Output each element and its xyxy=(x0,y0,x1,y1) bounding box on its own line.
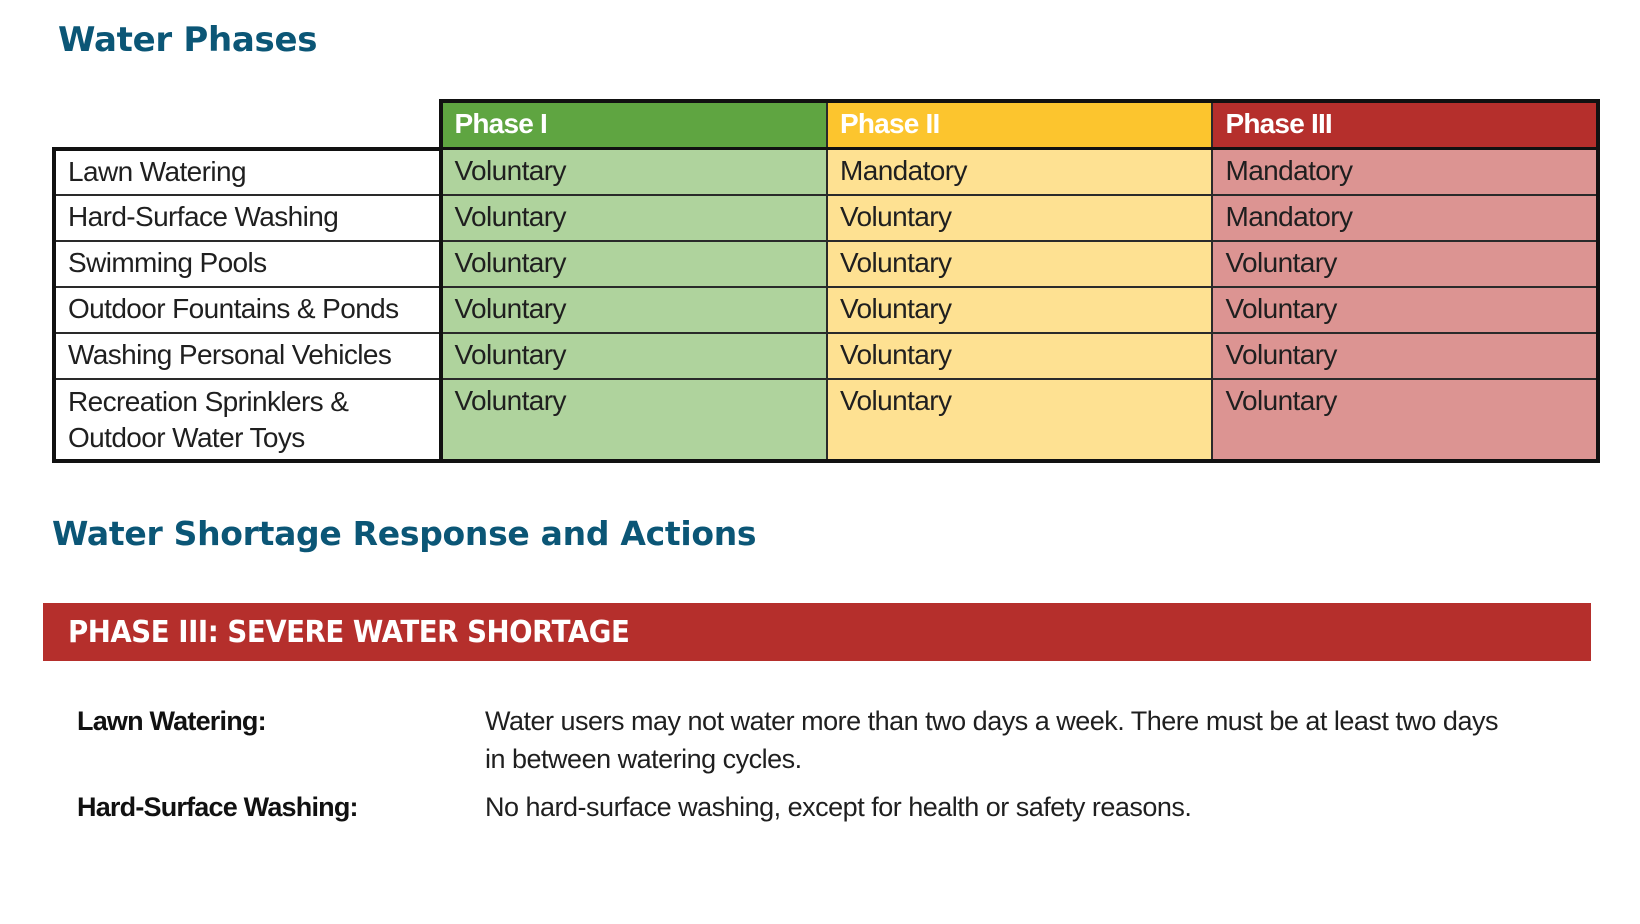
row-label: Swimming Pools xyxy=(54,241,441,287)
cell-phase-2: Voluntary xyxy=(827,241,1212,287)
cell-phase-3: Voluntary xyxy=(1212,333,1598,379)
row-label: Outdoor Fountains & Ponds xyxy=(54,287,441,333)
cell-phase-1: Voluntary xyxy=(441,149,828,195)
cell-phase-1: Voluntary xyxy=(441,379,828,461)
water-phases-heading: Water Phases xyxy=(58,20,318,60)
table-row xyxy=(54,287,1598,333)
row-label xyxy=(54,379,441,461)
header-phase-1: Phase I xyxy=(441,101,828,149)
cell-phase-2: Mandatory xyxy=(827,149,1212,195)
response-actions-heading: Water Shortage Response and Actions xyxy=(52,514,757,553)
cell-phase-1: Voluntary xyxy=(441,195,828,241)
action-text: No hard-surface washing, except for health or safety reasons. xyxy=(485,792,1192,822)
cell-phase-3: Voluntary xyxy=(1212,287,1598,333)
table-corner-cell xyxy=(54,101,441,149)
table-row xyxy=(54,333,1598,379)
cell-phase-1: Voluntary xyxy=(441,241,828,287)
table-row xyxy=(54,379,1598,461)
cell-phase-2: Voluntary xyxy=(827,379,1212,461)
water-phases-table xyxy=(52,99,1600,463)
action-text: Water users may not water more than two days a week. There must be at least two days in between watering cycles. xyxy=(485,706,1498,774)
table-row xyxy=(54,195,1598,241)
cell-phase-1: Voluntary xyxy=(441,333,828,379)
table-header-row xyxy=(54,101,1598,149)
cell-phase-1: Voluntary xyxy=(441,287,828,333)
action-item xyxy=(77,702,1557,778)
action-label: Hard-Surface Washing: xyxy=(77,792,358,822)
row-label-line-2: Outdoor Water Toys xyxy=(68,421,305,453)
row-label: Hard-Surface Washing xyxy=(54,195,441,241)
action-label: Lawn Watering: xyxy=(77,706,266,736)
cell-phase-2: Voluntary xyxy=(827,195,1212,241)
header-phase-2: Phase II xyxy=(827,101,1212,149)
row-label: Lawn Watering xyxy=(54,149,441,195)
row-label-line-1: Recreation Sprinklers & xyxy=(68,385,349,417)
table-row xyxy=(54,149,1598,195)
table-row xyxy=(54,241,1598,287)
cell-phase-2: Voluntary xyxy=(827,287,1212,333)
cell-phase-3: Voluntary xyxy=(1212,379,1598,461)
action-item xyxy=(77,788,1557,826)
phase-3-banner xyxy=(43,603,1591,661)
cell-phase-3: Mandatory xyxy=(1212,149,1598,195)
row-label: Washing Personal Vehicles xyxy=(54,333,441,379)
cell-phase-2: Voluntary xyxy=(827,333,1212,379)
header-phase-3: Phase III xyxy=(1212,101,1598,149)
cell-phase-3: Mandatory xyxy=(1212,195,1598,241)
banner-title: PHASE III: SEVERE WATER SHORTAGE xyxy=(68,614,630,650)
cell-phase-3: Voluntary xyxy=(1212,241,1598,287)
